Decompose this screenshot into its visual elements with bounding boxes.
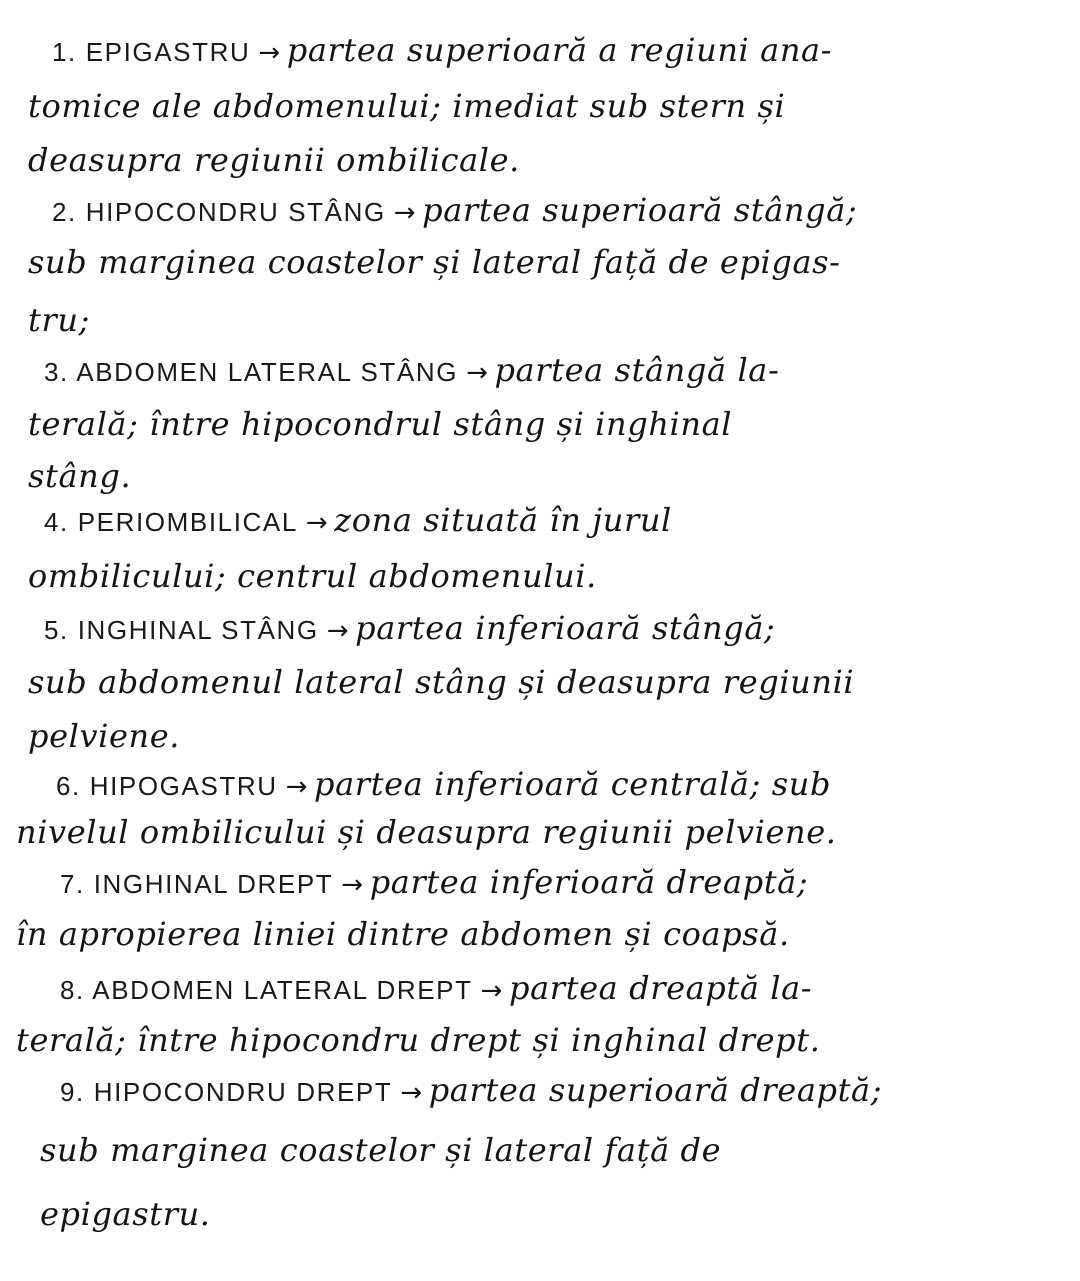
arrow-icon: → xyxy=(285,772,309,802)
entry-6-text-2: nivelul ombilicului și deasupra regiunii pelviene. xyxy=(16,813,837,851)
entry-3-text-3: stâng. xyxy=(28,457,132,495)
entry-9-text-2: sub marginea coastelor și lateral față de xyxy=(40,1131,722,1169)
arrow-icon: → xyxy=(466,358,489,388)
entry-1-text-3: deasupra regiunii ombilicale. xyxy=(28,141,520,179)
entry-8-line-1 xyxy=(56,958,812,1018)
entry-5-line-2 xyxy=(28,652,854,712)
entry-3-line-2 xyxy=(28,394,732,454)
entry-5-line-1 xyxy=(40,598,775,658)
entry-3-line-1 xyxy=(40,340,779,400)
arrow-icon: → xyxy=(326,616,350,646)
entry-5-term: 5. INGHINAL STÂNG xyxy=(40,600,325,660)
entry-2-line-2 xyxy=(28,232,841,292)
arrow-icon: → xyxy=(341,870,364,900)
entry-2-text-1: partea superioară stângă; xyxy=(422,191,858,229)
entry-4-term: 4. PERIOMBILICAL xyxy=(40,492,304,552)
entry-4-line-2 xyxy=(28,546,597,606)
entry-8-term: 8. ABDOMEN LATERAL DREPT xyxy=(56,960,479,1020)
entry-2-line-1 xyxy=(48,180,857,240)
entry-4-text-2: ombilicului; centrul abdomenului. xyxy=(28,557,597,595)
entry-8-text-1: partea dreaptă la- xyxy=(509,969,813,1007)
entry-7-line-2 xyxy=(16,904,790,964)
entry-9-text-3: epigastru. xyxy=(40,1195,211,1233)
entry-9-line-1 xyxy=(56,1060,882,1120)
entry-4-line-1 xyxy=(40,490,672,550)
entry-2-text-2: sub marginea coastelor și lateral față de epigas- xyxy=(28,243,841,281)
entry-7-line-1 xyxy=(56,852,808,912)
entry-5-text-3: pelviene. xyxy=(28,717,181,755)
arrow-icon: → xyxy=(480,976,503,1006)
arrow-icon: → xyxy=(258,38,281,68)
entry-7-text-2: în apropierea liniei dintre abdomen și coapsă. xyxy=(16,915,790,953)
entry-7-text-1: partea inferioară dreaptă; xyxy=(369,863,809,901)
entry-8-text-2: terală; între hipocondru drept și inghinal drept. xyxy=(16,1021,821,1059)
entry-3-text-1: partea stângă la- xyxy=(494,351,780,389)
arrow-icon: → xyxy=(400,1078,423,1108)
entry-1-term: 1. EPIGASTRU xyxy=(48,22,256,82)
entry-1-line-1 xyxy=(48,20,832,80)
entry-1-line-2 xyxy=(28,76,785,136)
entry-2-term: 2. HIPOCONDRU STÂNG xyxy=(48,182,392,242)
entry-6-text-1: partea inferioară centrală; sub xyxy=(314,765,832,803)
entry-1-text-1: partea superioară a regiuni ana- xyxy=(286,31,833,69)
entry-9-line-2 xyxy=(40,1120,721,1180)
entry-6-term: 6. HIPOGASTRU xyxy=(52,756,284,816)
entry-3-text-2: terală; între hipocondrul stâng și inghinal xyxy=(28,405,733,443)
entry-9-line-3 xyxy=(40,1184,211,1244)
arrow-icon: → xyxy=(393,198,417,228)
entry-2-text-3: tru; xyxy=(28,301,90,339)
entry-5-text-1: partea inferioară stângă; xyxy=(355,609,776,647)
entry-4-text-1: zona situată în jurul xyxy=(334,501,672,539)
arrow-icon: → xyxy=(305,508,329,538)
entry-9-term: 9. HIPOCONDRU DREPT xyxy=(56,1062,398,1122)
entry-9-text-1: partea superioară dreaptă; xyxy=(428,1071,883,1109)
entry-5-text-2: sub abdomenul lateral stâng și deasupra regiunii xyxy=(28,663,855,701)
entry-3-term: 3. ABDOMEN LATERAL STÂNG xyxy=(40,342,464,402)
entry-7-term: 7. INGHINAL DREPT xyxy=(56,854,339,914)
entry-1-text-2: tomice ale abdomenului; imediat sub stern și xyxy=(28,87,786,125)
